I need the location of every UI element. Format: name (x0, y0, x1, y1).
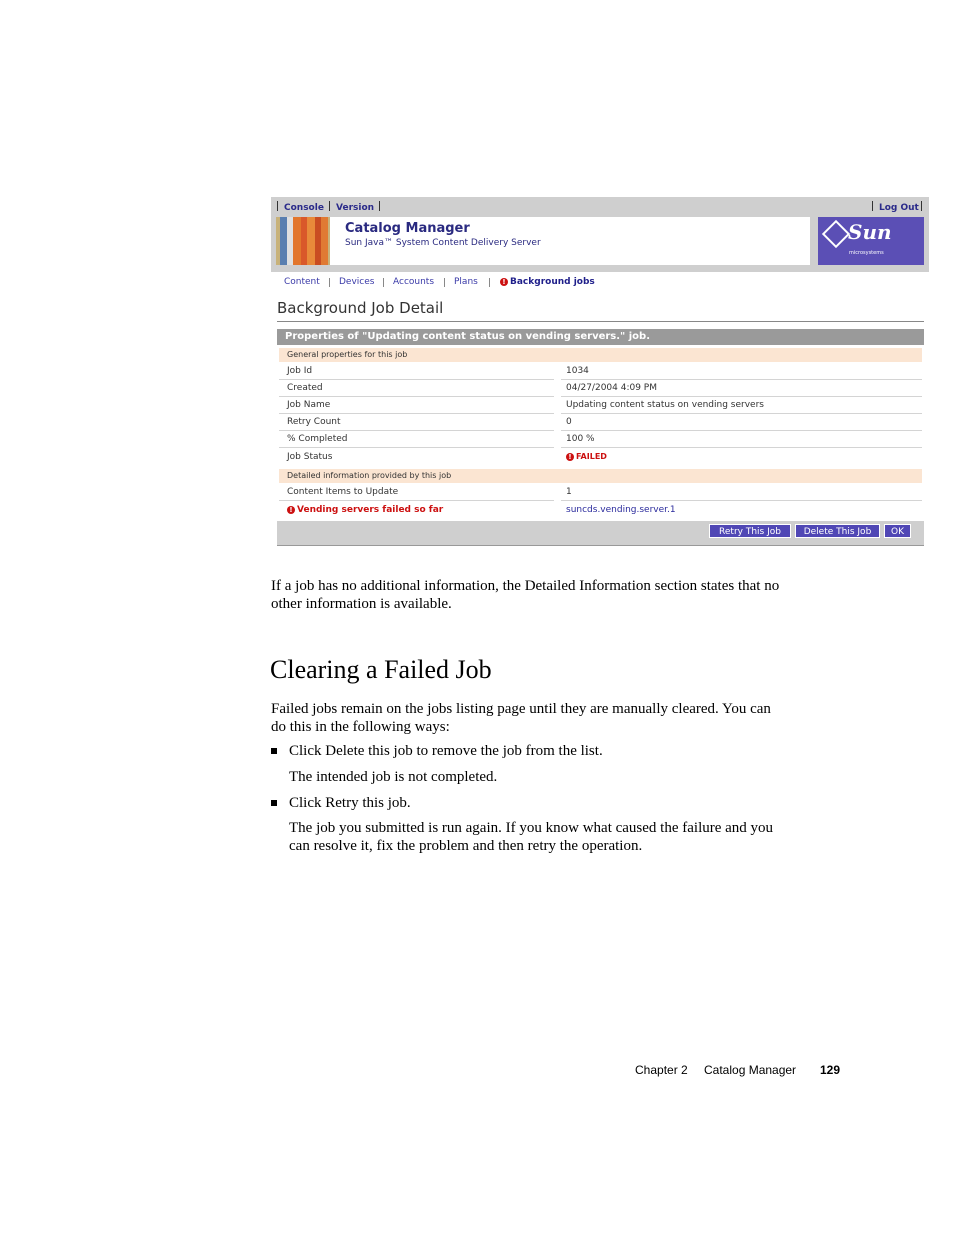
error-icon: ! (566, 453, 574, 461)
table-row (279, 380, 922, 397)
list-item-note: The intended job is not completed. (289, 769, 498, 785)
row-value: 04/27/2004 4:09 PM (566, 383, 657, 393)
footer-chapter: Chapter 2 (635, 1063, 688, 1077)
table-row (279, 397, 922, 414)
books-image (276, 217, 330, 265)
list-item-note: can resolve it, fix the problem and then retry the operation. (289, 838, 643, 854)
job-status-value (566, 452, 607, 461)
sun-diamond-icon (822, 220, 850, 248)
paragraph-line: do this in the following ways: (271, 719, 450, 735)
table-row (279, 449, 922, 466)
failed-servers-label (287, 505, 443, 515)
app-subtitle: Sun Java™ System Content Delivery Server (345, 238, 541, 248)
row-value: 100 % (566, 434, 595, 444)
tab-background-jobs[interactable] (500, 277, 595, 287)
table-row (279, 431, 922, 448)
general-section-header: General properties for this job (279, 348, 922, 362)
sun-logo-word: Sun (848, 220, 892, 244)
sun-logo (818, 217, 924, 265)
tab-devices[interactable]: Devices (339, 277, 375, 287)
masthead (271, 197, 929, 272)
delete-job-button[interactable]: Delete This Job (795, 524, 880, 538)
row-label: Job Id (287, 366, 313, 376)
list-item: Click Retry this job. (289, 795, 411, 811)
sun-logo-subtext: microsystems (849, 250, 884, 256)
divider (277, 201, 278, 211)
divider (921, 201, 922, 211)
catalog-manager-screenshot (271, 197, 929, 547)
divider (872, 201, 873, 211)
paragraph-line: other information is available. (271, 596, 452, 612)
row-label: Job Status (287, 452, 333, 462)
divider (329, 201, 330, 211)
tab-plans[interactable]: Plans (454, 277, 478, 287)
bullet-icon (271, 748, 277, 754)
row-label: Content Items to Update (287, 487, 399, 497)
row-label: % Completed (287, 434, 348, 444)
list-item: Click Delete this job to remove the job from the list. (289, 743, 603, 759)
divider (489, 278, 490, 287)
console-link[interactable]: Console (284, 203, 324, 213)
bullet-icon (271, 800, 277, 806)
footer-section: Catalog Manager (704, 1063, 797, 1077)
divider (444, 278, 445, 287)
row-label: Vending servers failed so far (297, 505, 444, 515)
retry-job-button[interactable]: Retry This Job (709, 524, 791, 538)
title-rule (277, 321, 924, 322)
row-label: Job Name (287, 400, 331, 410)
paragraph-line: Failed jobs remain on the jobs listing page until they are manually cleared. You can (271, 701, 771, 717)
tab-accounts[interactable]: Accounts (393, 277, 435, 287)
page-number: 129 (820, 1063, 841, 1077)
divider (329, 278, 330, 287)
vending-server-link[interactable]: suncds.vending.server.1 (566, 505, 676, 515)
ok-button[interactable]: OK (884, 524, 911, 538)
table-row (279, 502, 922, 519)
app-title: Catalog Manager (345, 221, 470, 236)
version-link[interactable]: Version (336, 203, 375, 213)
log-out-link[interactable]: Log Out (879, 203, 919, 213)
properties-header: Properties of "Updating content status on vending servers." job. (277, 329, 924, 345)
status-badge: FAILED (576, 452, 607, 461)
utility-bar (271, 200, 929, 214)
row-value: 0 (566, 417, 572, 427)
table-row (279, 363, 922, 380)
row-value: 1 (566, 487, 572, 497)
divider (379, 201, 380, 211)
divider (383, 278, 384, 287)
tab-background-jobs-label: Background jobs (510, 277, 595, 287)
error-icon: ! (500, 278, 508, 286)
paragraph-line: If a job has no additional information, the Detailed Information section states that no (271, 578, 780, 594)
nav-tabs (271, 276, 929, 290)
section-heading: Clearing a Failed Job (270, 655, 492, 684)
button-bar (277, 521, 924, 546)
row-label: Retry Count (287, 417, 341, 427)
table-row (279, 484, 922, 501)
row-value: 1034 (566, 366, 589, 376)
brand-box (276, 217, 810, 265)
tab-content[interactable]: Content (284, 277, 320, 287)
row-label: Created (287, 383, 323, 393)
page-title: Background Job Detail (277, 299, 444, 317)
error-icon: ! (287, 506, 295, 514)
list-item-note: The job you submitted is run again. If you know what caused the failure and you (289, 820, 774, 836)
table-row (279, 414, 922, 431)
detail-section-header: Detailed information provided by this job (279, 469, 922, 483)
row-value: Updating content status on vending servers (566, 400, 764, 410)
